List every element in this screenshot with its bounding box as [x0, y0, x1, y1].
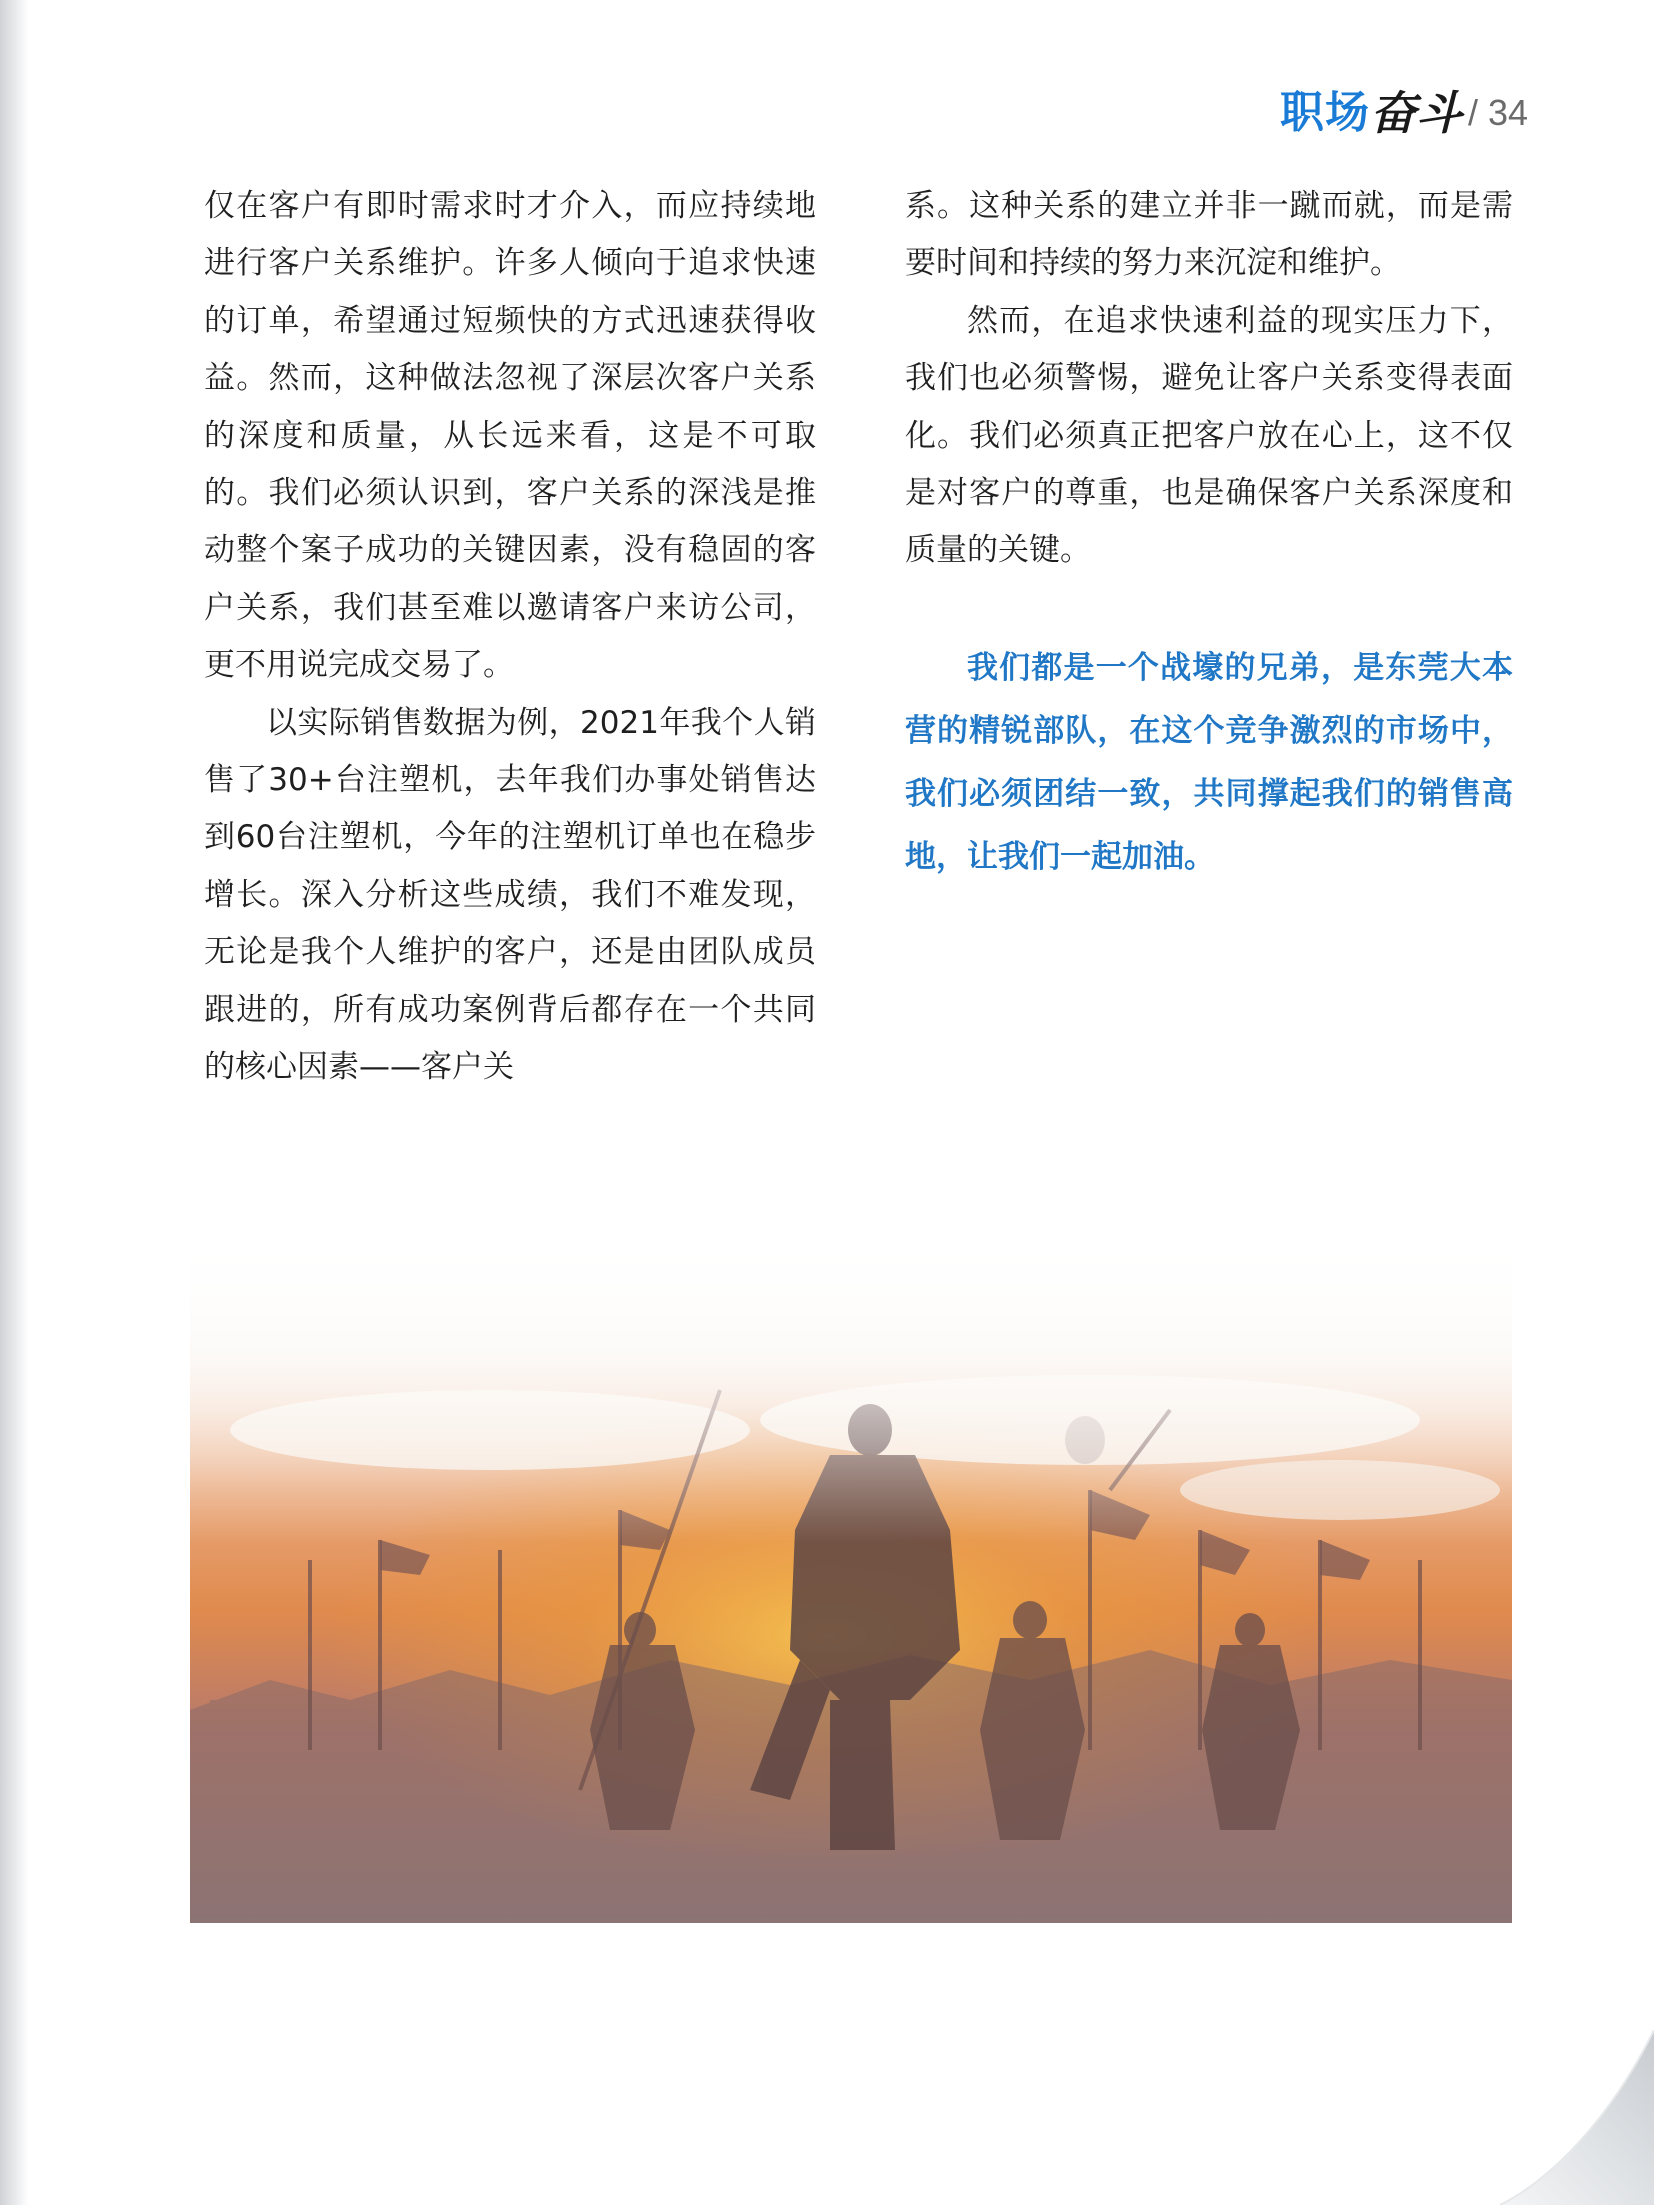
paragraph: 系。这种关系的建立并非一蹴而就，而是需要时间和持续的努力来沉淀和维护。 — [905, 188, 1513, 282]
page-header — [1280, 78, 1528, 148]
page-curl — [1480, 2030, 1654, 2205]
section-name-script: 奋斗 — [1369, 86, 1462, 140]
paragraph: 以实际销售数据为例，2021年我个人销售了30+台注塑机，去年我们办事处销售达到60台注塑机，今年的注塑机订单也在稳步增长。深入分析这些成绩，我们不难发现，无论是我个人维护的客户，还是由团队成员跟进的，所有成功案例背后都存在一个共同的核心因素——客户关 — [204, 704, 816, 1086]
section-name: 职场 — [1279, 87, 1370, 138]
callout-text: 我们都是一个战壕的兄弟，是东莞大本营的精锐部队，在这个竞争激烈的市场中，我们必须团结一致，共同撑起我们的销售高地，让我们一起加油。 — [905, 649, 1513, 875]
left-column — [204, 178, 816, 1097]
binding-shadow — [0, 0, 28, 2205]
right-column — [905, 178, 1513, 889]
battlefield-illustration — [190, 1230, 1512, 1923]
page-number: / 34 — [1467, 92, 1528, 133]
warriors-silhouette-image — [190, 1230, 1512, 1923]
paragraph: 然而，在追求快速利益的现实压力下，我们也必须警惕，避免让客户关系变得表面化。我们必须真正把客户放在心上，这不仅是对客户的尊重，也是确保客户关系深度和质量的关键。 — [905, 302, 1513, 569]
paragraph: 仅在客户有即时需求时才介入，而应持续地进行客户关系维护。许多人倾向于追求快速的订单，希望通过短频快的方式迅速获得收益。然而，这种做法忽视了深层次客户关系的深度和质量，从长远来看，这是不可取的。我们必须认识到，客户关系的深浅是推动整个案子成功的关键因素，没有稳固的客户关系，我们甚至难以邀请客户来访公司，更不用说完成交易了。 — [204, 188, 816, 684]
